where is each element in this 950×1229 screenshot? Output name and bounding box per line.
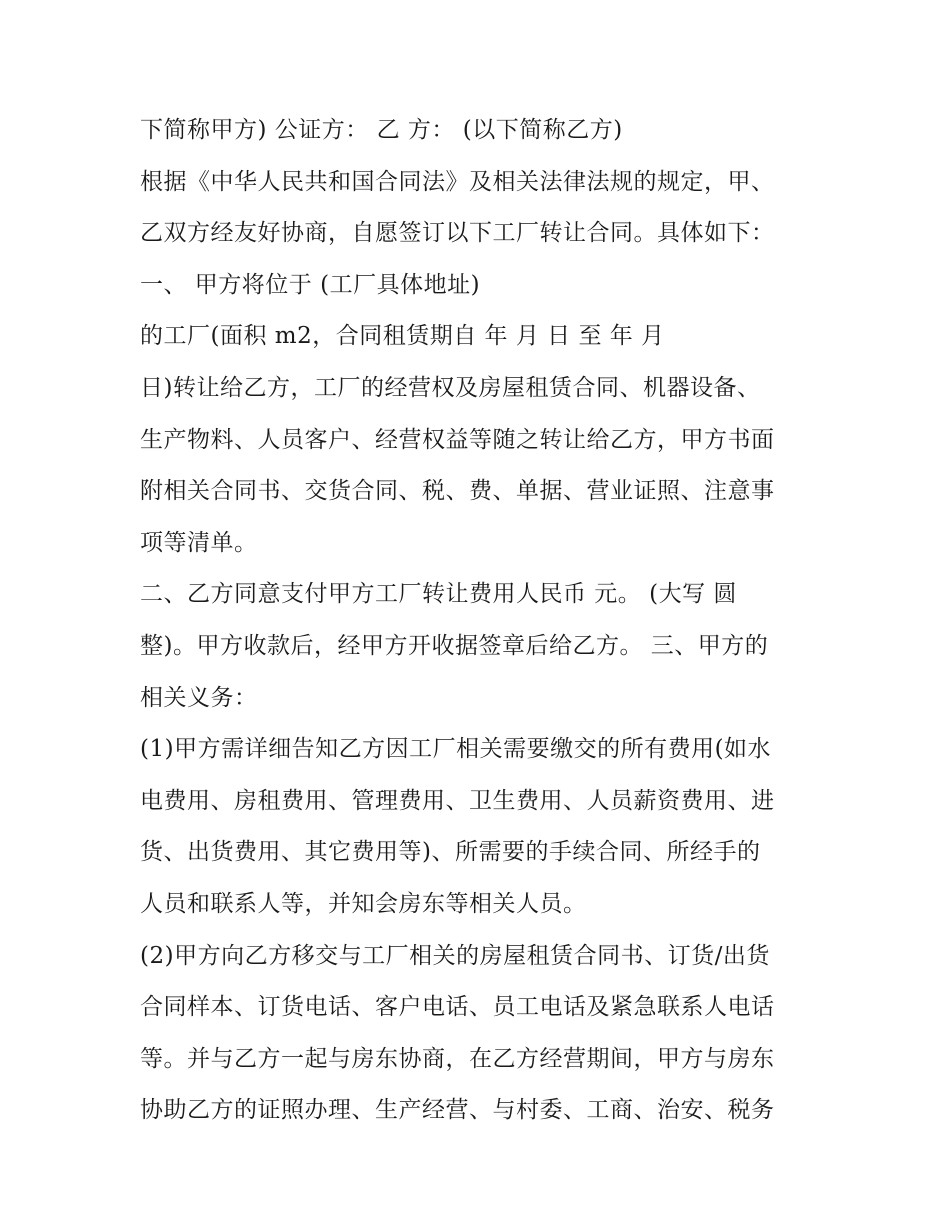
text-line: 日)转让给乙方，工厂的经营权及房屋租赁合同、机器设备、 xyxy=(140,374,761,401)
text-line: 项等清单。 xyxy=(140,529,258,556)
text-line: 电费用、房租费用、管理费用、卫生费用、人员薪资费用、进 xyxy=(140,787,775,814)
text-line: 整)。甲方收款后，经甲方开收据签章后给乙方。 三、甲方的 xyxy=(140,632,769,659)
text-line: 生产物料、人员客户、经营权益等随之转让给乙方，甲方书面 xyxy=(140,426,775,453)
text-line: 协助乙方的证照办理、生产经营、与村委、工商、治安、税务 xyxy=(140,1097,775,1124)
text-line: 下简称甲方) 公证方： 乙 方： (以下简称乙方) xyxy=(140,117,623,143)
text-line: (1)甲方需详细告知乙方因工厂相关需要缴交的所有费用(如水 xyxy=(140,736,772,763)
contract-body xyxy=(140,110,820,1142)
text-line: 相关义务： xyxy=(140,684,258,711)
text-line: 乙双方经友好协商，自愿签订以下工厂转让合同。具体如下： xyxy=(140,220,775,247)
text-line: 等。并与乙方一起与房东协商，在乙方经营期间，甲方与房东 xyxy=(140,1045,775,1072)
text-line: 附相关合同书、交货合同、税、费、单据、营业证照、注意事 xyxy=(140,478,775,505)
text-line: (2)甲方向乙方移交与工厂相关的房屋租赁合同书、订货/出货 xyxy=(140,942,770,969)
text-line: 根据《中华人民共和国合同法》及相关法律法规的规定，甲、 xyxy=(140,168,775,195)
text-line: 一、 甲方将位于 (工厂具体地址) xyxy=(140,271,481,298)
text-line: 货、出货费用、其它费用等)、所需要的手续合同、所经手的 xyxy=(140,839,761,866)
text-line: 的工厂(面积 m2，合同租赁期自 年 月 日 至 年 月 xyxy=(140,323,665,350)
text-line: 人员和联系人等，并知会房东等相关人员。 xyxy=(140,890,587,917)
text-line: 二、乙方同意支付甲方工厂转让费用人民币 元。 (大写 圆 xyxy=(140,581,737,608)
text-line: 合同样本、订货电话、客户电话、员工电话及紧急联系人电话 xyxy=(140,994,775,1021)
